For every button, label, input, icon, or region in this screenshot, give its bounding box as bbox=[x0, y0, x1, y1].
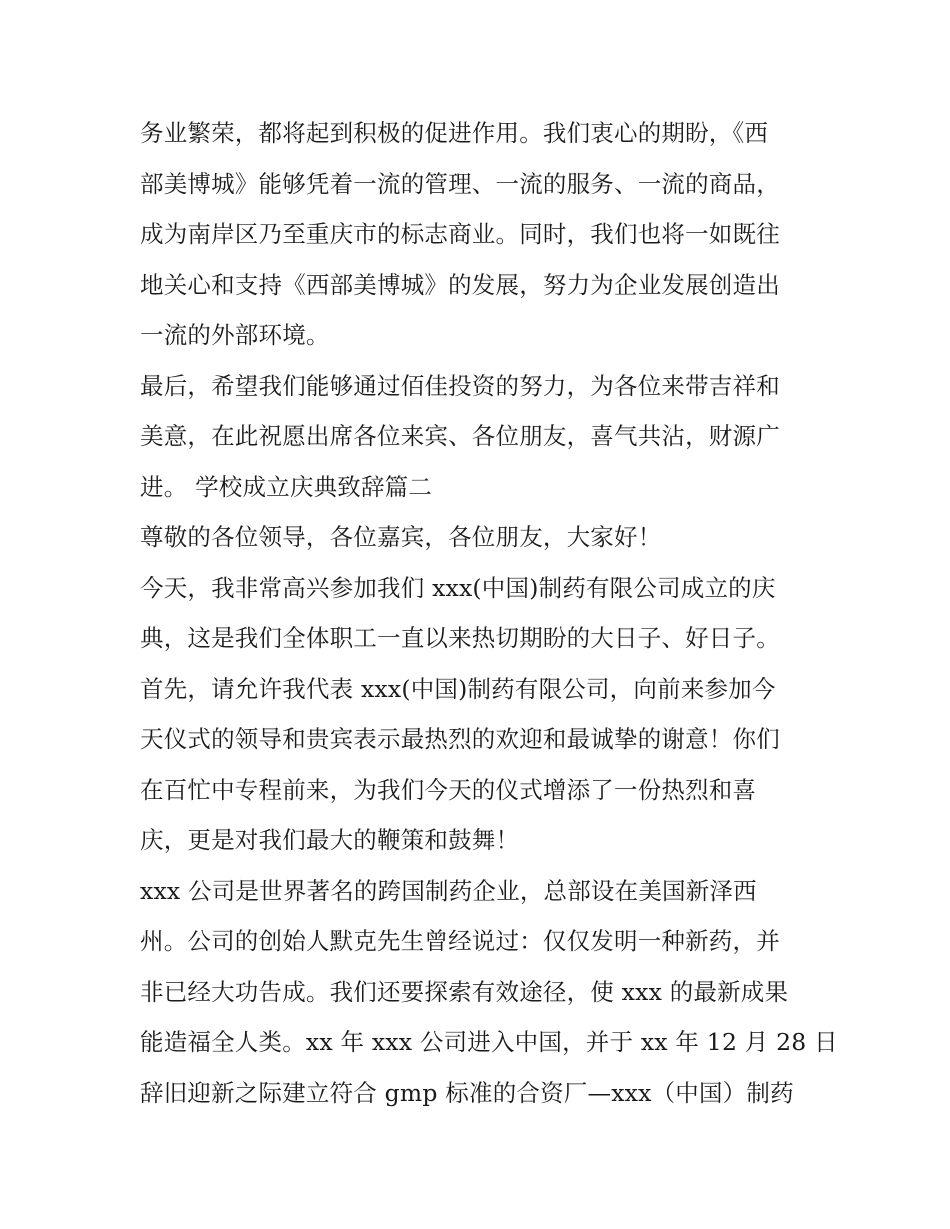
text-line: 州。公司的创始人默克先生曾经说过：仅仅发明一种新药，并 bbox=[140, 927, 780, 955]
text-line: 一流的外部环境。 bbox=[140, 321, 330, 349]
text-line: 首先，请允许我代表 xxx(中国)制药有限公司，向前来参加今 bbox=[140, 674, 776, 703]
text-line: 最后，希望我们能够通过佰佳投资的努力，为各位来带吉祥和 bbox=[140, 371, 780, 400]
text-line: 辞旧迎新之际建立符合 gmp 标准的合资厂—xxx（中国）制药 bbox=[140, 1078, 794, 1107]
text-line: 地关心和支持《西部美博城》的发展，努力为企业发展创造出 bbox=[140, 270, 780, 299]
text-line: xxx 公司是世界著名的跨国制药企业，总部设在美国新泽西 bbox=[140, 876, 757, 905]
text-line: 美意，在此祝愿出席各位来宾、各位朋友，喜气共沾，财源广 bbox=[140, 422, 780, 450]
text-line: 在百忙中专程前来，为我们今天的仪式增添了一份热烈和喜 bbox=[140, 775, 757, 804]
text-line: 部美博城》能够凭着一流的管理、一流的服务、一流的商品， bbox=[140, 169, 780, 198]
document-body bbox=[140, 108, 838, 1118]
text-line: 庆，更是对我们最大的鞭策和鼓舞！ bbox=[140, 826, 520, 854]
text-line: 能造福全人类。xx 年 xxx 公司进入中国，并于 xx 年 12 月 28 日 bbox=[140, 1028, 838, 1056]
text-line: 尊敬的各位领导，各位嘉宾，各位朋友，大家好！ bbox=[140, 523, 662, 551]
text-line: 典，这是我们全体职工一直以来热切期盼的大日子、好日子。 bbox=[140, 624, 780, 652]
text-line: 今天，我非常高兴参加我们 xxx(中国)制药有限公司成立的庆 bbox=[140, 573, 776, 602]
text-line: 成为南岸区乃至重庆市的标志商业。同时，我们也将一如既往 bbox=[140, 220, 780, 248]
text-line: 天仪式的领导和贵宾表示最热烈的欢迎和最诚挚的谢意！你们 bbox=[140, 725, 780, 753]
text-line: 进。 学校成立庆典致辞篇二 bbox=[140, 472, 433, 501]
text-line: 非已经大功告成。我们还要探索有效途径，使 xxx 的最新成果 bbox=[140, 977, 789, 1006]
text-line: 务业繁荣，都将起到积极的促进作用。我们衷心的期盼，《西 bbox=[140, 119, 769, 147]
